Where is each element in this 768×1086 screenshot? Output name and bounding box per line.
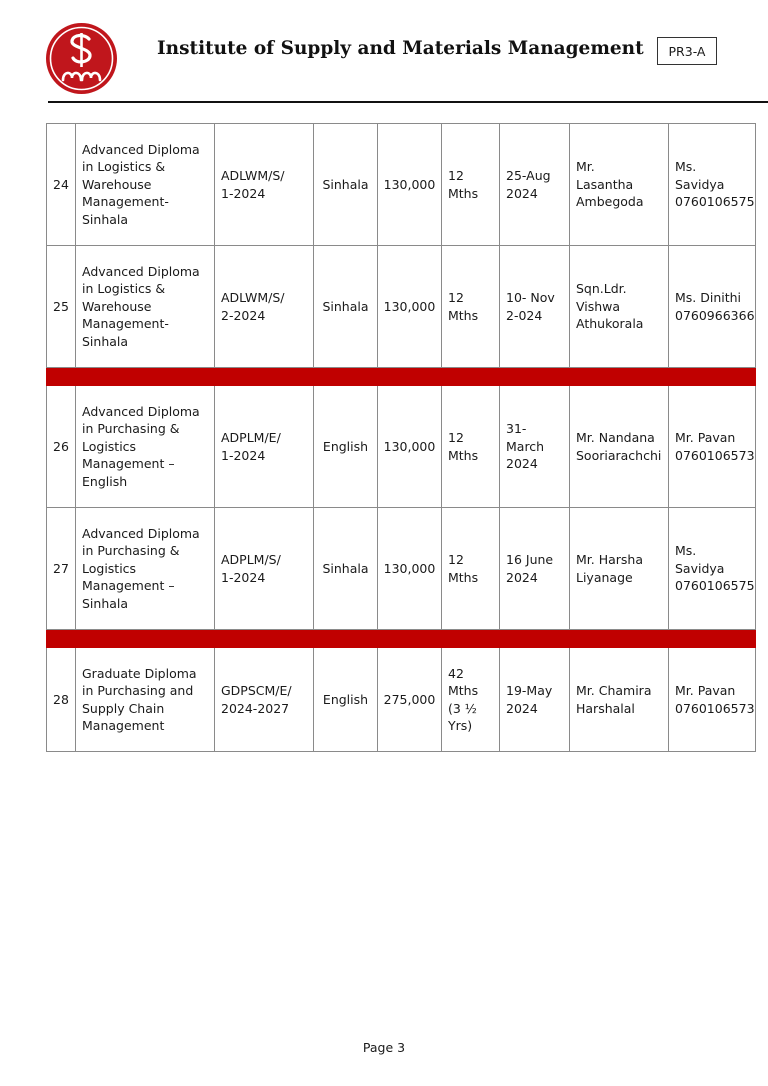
duration-line: Mths: [448, 683, 479, 698]
separator-cell: [314, 368, 378, 386]
lecturer-cell: [570, 386, 669, 508]
header-divider: [48, 101, 768, 103]
duration-cell: [442, 386, 500, 508]
separator-cell: [570, 368, 669, 386]
contact-cell: [669, 386, 756, 508]
duration-line: Mths: [448, 447, 479, 463]
start-date-cell: [500, 386, 570, 508]
table-row: [47, 386, 756, 508]
medium-text: Sinhala: [322, 176, 369, 192]
programme-name-cell: [76, 508, 215, 630]
row-number-text: 27: [53, 560, 69, 576]
batch-code-line: GDPSCM/E/: [221, 683, 292, 698]
batch-code-cell: [215, 124, 314, 246]
lecturer-line: Athukorala: [576, 316, 644, 332]
lecturer-line: Harshalal: [576, 700, 635, 716]
start-date-line: 2024: [506, 700, 538, 716]
table-row: [47, 246, 756, 368]
course-fee-text: 130,000: [383, 438, 436, 454]
start-date-line: 19-May: [506, 683, 553, 698]
programme-name-cell: [76, 246, 215, 368]
duration-line: 12: [448, 290, 464, 305]
duration-cell: [442, 508, 500, 630]
batch-code-line: ADPLM/S/: [221, 552, 281, 567]
contact-cell: [669, 246, 756, 368]
row-number-cell: [47, 124, 76, 246]
lecturer-line: Mr. Chamira: [576, 683, 652, 698]
duration-line: Yrs): [448, 718, 473, 733]
contact-cell: [669, 508, 756, 630]
course-fee-text: 130,000: [383, 298, 436, 314]
programme-name-line: Sinhala: [82, 211, 129, 227]
section-separator-row: [47, 368, 756, 386]
lecturer-cell: [570, 508, 669, 630]
row-number-cell: [47, 386, 76, 508]
contact-line: Mr. Pavan: [675, 430, 736, 445]
programme-name-line: Sinhala: [82, 333, 129, 349]
course-fee-cell: [378, 508, 442, 630]
programme-name-line: Management-: [82, 194, 169, 210]
start-date-cell: [500, 246, 570, 368]
programme-name-line: Supply Chain: [82, 700, 165, 716]
separator-cell: [500, 630, 570, 648]
contact-cell: [669, 124, 756, 246]
document-code-badge: PR3-A: [657, 37, 717, 65]
duration-line: 12: [448, 552, 464, 567]
duration-line: Mths: [448, 307, 479, 323]
medium-cell: [314, 508, 378, 630]
duration-line: Mths: [448, 569, 479, 585]
duration-line: (3 ½: [448, 700, 477, 716]
lecturer-line: Mr. Harsha: [576, 552, 644, 567]
contact-line: Ms. Savidya: [675, 543, 725, 576]
start-date-line: March: [506, 438, 545, 454]
row-number-text: 26: [53, 438, 69, 454]
row-number-text: 24: [53, 176, 69, 192]
table-row: [47, 124, 756, 246]
contact-line: 0760106575: [675, 578, 755, 594]
start-date-line: 2024: [506, 456, 538, 472]
separator-cell: [47, 368, 76, 386]
programme-name-line: Logistics: [82, 560, 137, 576]
row-number-cell: [47, 648, 76, 752]
programme-name-line: in Logistics &: [82, 159, 166, 175]
programme-name-line: Graduate Diploma: [82, 665, 197, 681]
separator-cell: [669, 630, 756, 648]
contact-line: 0760966366: [675, 307, 755, 323]
programme-name-line: in Purchasing &: [82, 421, 180, 437]
course-fee-text: 275,000: [383, 691, 436, 707]
separator-cell: [570, 630, 669, 648]
programme-name-line: Management –: [82, 578, 175, 594]
programme-name-cell: [76, 124, 215, 246]
start-date-line: 2024: [506, 569, 538, 585]
programme-name-line: Warehouse: [82, 176, 152, 192]
course-schedule-table: [46, 123, 756, 752]
programme-name-cell: [76, 386, 215, 508]
contact-line: Ms. Savidya: [675, 159, 725, 192]
separator-cell: [378, 368, 442, 386]
contact-line: 0760106575: [675, 194, 755, 210]
batch-code-line: 2024-2027: [221, 700, 290, 716]
medium-cell: [314, 648, 378, 752]
separator-cell: [76, 630, 215, 648]
programme-name-line: Advanced Diploma: [82, 403, 200, 419]
programme-name-line: Warehouse: [82, 298, 152, 314]
table-row: [47, 648, 756, 752]
duration-cell: [442, 124, 500, 246]
separator-cell: [500, 368, 570, 386]
programme-name-line: Management-: [82, 316, 169, 332]
lecturer-line: Ambegoda: [576, 194, 644, 210]
start-date-line: 25-Aug: [506, 168, 551, 183]
duration-line: 42: [448, 665, 464, 681]
programme-name-line: Logistics: [82, 438, 137, 454]
duration-cell: [442, 246, 500, 368]
institute-logo-icon: [45, 22, 118, 95]
course-fee-text: 130,000: [383, 560, 436, 576]
medium-text: English: [322, 691, 369, 707]
programme-name-line: Advanced Diploma: [82, 141, 200, 157]
lecturer-cell: [570, 648, 669, 752]
duration-line: 12: [448, 430, 464, 445]
programme-name-line: Advanced Diploma: [82, 525, 200, 541]
lecturer-line: Lasantha: [576, 176, 634, 192]
row-number-text: 28: [53, 691, 69, 707]
contact-line: 0760106573: [675, 447, 755, 463]
programme-name-cell: [76, 648, 215, 752]
duration-cell: [442, 648, 500, 752]
contact-line: Ms. Dinithi: [675, 290, 742, 305]
contact-cell: [669, 648, 756, 752]
batch-code-line: 1-2024: [221, 569, 266, 585]
lecturer-line: Sqn.Ldr.: [576, 281, 627, 297]
batch-code-cell: [215, 648, 314, 752]
medium-text: Sinhala: [322, 560, 369, 576]
course-fee-text: 130,000: [383, 176, 436, 192]
start-date-line: 2-024: [506, 307, 543, 323]
lecturer-line: Mr. Nandana: [576, 430, 655, 445]
start-date-line: 10- Nov: [506, 290, 555, 305]
programme-name-line: Sinhala: [82, 595, 129, 611]
batch-code-cell: [215, 246, 314, 368]
contact-line: 0760106573: [675, 700, 755, 716]
start-date-cell: [500, 508, 570, 630]
row-number-cell: [47, 508, 76, 630]
batch-code-line: ADLWM/S/: [221, 168, 285, 183]
programme-name-line: in Purchasing &: [82, 543, 180, 559]
medium-text: Sinhala: [322, 298, 369, 314]
separator-cell: [215, 368, 314, 386]
page-number: Page 3: [362, 1040, 406, 1055]
batch-code-line: 1-2024: [221, 447, 266, 463]
batch-code-line: 1-2024: [221, 185, 266, 201]
separator-cell: [669, 368, 756, 386]
lecturer-cell: [570, 124, 669, 246]
batch-code-line: 2-2024: [221, 307, 266, 323]
programme-name-line: in Purchasing and: [82, 683, 194, 698]
separator-cell: [47, 630, 76, 648]
batch-code-cell: [215, 508, 314, 630]
separator-cell: [442, 368, 500, 386]
separator-cell: [378, 630, 442, 648]
lecturer-cell: [570, 246, 669, 368]
duration-line: 12: [448, 168, 464, 183]
programme-name-line: Management: [82, 718, 165, 733]
course-fee-cell: [378, 124, 442, 246]
medium-text: English: [322, 438, 369, 454]
page-title: Institute of Supply and Materials Management: [157, 38, 644, 59]
separator-cell: [215, 630, 314, 648]
row-number-cell: [47, 246, 76, 368]
start-date-cell: [500, 124, 570, 246]
start-date-line: 31-: [506, 421, 527, 437]
course-table-body: [47, 124, 756, 752]
batch-code-line: ADPLM/E/: [221, 430, 281, 445]
lecturer-line: Vishwa: [576, 298, 621, 314]
separator-cell: [76, 368, 215, 386]
lecturer-line: Liyanage: [576, 569, 633, 585]
course-fee-cell: [378, 246, 442, 368]
table-row: [47, 508, 756, 630]
section-separator-row: [47, 630, 756, 648]
contact-line: Mr. Pavan: [675, 683, 736, 698]
start-date-line: 2024: [506, 185, 538, 201]
lecturer-line: Mr.: [576, 159, 595, 175]
batch-code-line: ADLWM/S/: [221, 290, 285, 305]
medium-cell: [314, 386, 378, 508]
programme-name-line: English: [82, 473, 128, 489]
medium-cell: [314, 124, 378, 246]
row-number-text: 25: [53, 298, 69, 314]
programme-name-line: in Logistics &: [82, 281, 166, 297]
separator-cell: [442, 630, 500, 648]
batch-code-cell: [215, 386, 314, 508]
lecturer-line: Sooriarachchi: [576, 447, 662, 463]
duration-line: Mths: [448, 185, 479, 201]
course-fee-cell: [378, 386, 442, 508]
course-fee-cell: [378, 648, 442, 752]
programme-name-line: Management –: [82, 456, 175, 472]
programme-name-line: Advanced Diploma: [82, 263, 200, 279]
medium-cell: [314, 246, 378, 368]
start-date-line: 16 June: [506, 552, 554, 567]
start-date-cell: [500, 648, 570, 752]
separator-cell: [314, 630, 378, 648]
